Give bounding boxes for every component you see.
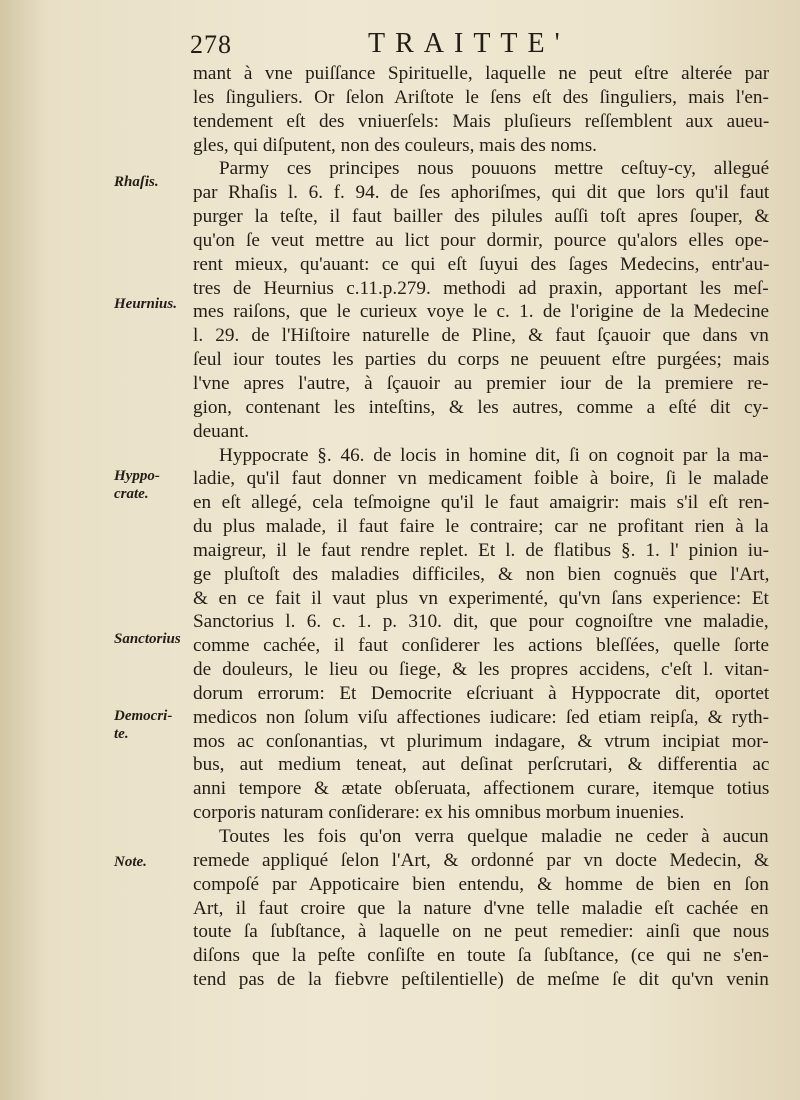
margin-note-heurnius: Heurnius. (114, 296, 177, 312)
text-line: anni tempore & ætate obſeruata, affectionem curare, itemque totius (193, 778, 769, 800)
margin-notes (0, 0, 190, 1100)
body-text (193, 62, 769, 992)
text-line: toute ſa ſubſtance, à laquelle on ne peut remedier: ainſi que nous (193, 921, 769, 943)
running-head: TRAITTE' (368, 28, 570, 59)
text-line: mes raiſons, que le curieux voye le c. 1. de l'origine de la Medecine (193, 301, 769, 323)
text-line: par Rhaſis l. 6. f. 94. de ſes aphoriſmes, qui dit que lors qu'il faut (193, 182, 769, 204)
text-line: les ſinguliers. Or ſelon Ariſtote le ſens eſt des ſinguliers, mais l'en- (193, 86, 769, 108)
text-line: bus, aut medium teneat, aut deſinat perſcrutari, & differentia ac (193, 754, 769, 776)
text-line: tend pas de la fiebvre peſtilentielle) de meſme ſe dit qu'vn venin (193, 969, 769, 991)
text-line: Art, il faut croire que la nature d'vne telle maladie eſt cachée en (193, 897, 769, 919)
text-line: Parmy ces principes nous pouuons mettre ceſtuy-cy, allegué (219, 158, 769, 180)
text-line: deuant. (193, 420, 249, 442)
text-line: compoſé par Appoticaire bien entendu, & homme de bien en ſon (193, 873, 769, 895)
text-line: maigreur, il le faut rendre replet. Et l. de flatibus §. 1. l' pinion iu- (193, 539, 769, 561)
text-line: ge pluſtoſt des maladies difficiles, & non bien cognuës que l'Art, (193, 563, 769, 585)
page-number: 278 (190, 30, 232, 59)
text-line: & en ce fait il vaut plus vn experimenté, qu'vn ſans experience: Et (193, 587, 769, 609)
margin-note-hyppocrate: Hyppo- crate. (114, 468, 160, 502)
text-line: gion, contenant les inteſtins, & les autres, comme a eſté dit cy- (193, 396, 769, 418)
text-line: ſeul iour toutes les parties du corps ne peuuent eſtre purgées; mais (193, 349, 769, 371)
margin-note-sanctorius: Sanctorius (114, 631, 181, 647)
text-line: de douleurs, le lieu ou ſiege, & les propres accidens, c'eſt l. vitan- (193, 659, 769, 681)
text-line: comme cachée, il faut conſiderer les actions bleſſées, quelle ſorte (193, 635, 769, 657)
text-line: diſons que la peſte conſiſte en toute ſa ſubſtance, (ce qui ne s'en- (193, 945, 769, 967)
text-line: gles, qui diſputent, non des couleurs, mais des noms. (193, 134, 597, 156)
text-line: rent mieux, qu'auant: ce qui eſt ſuyui des ſages Medecins, entr'au- (193, 253, 769, 275)
text-line: Hyppocrate §. 46. de locis in homine dit, ſi on cognoit par la ma- (219, 444, 769, 466)
text-line: Toutes les fois qu'on verra quelque maladie ne ceder à aucun (219, 826, 769, 847)
text-line: mant à vne puiſſance Spirituelle, laquelle ne peut eſtre alterée par (193, 63, 769, 84)
text-line: du plus malade, il faut faire le contraire; car ne profitant rien à la (193, 516, 769, 538)
text-line: dorum errorum: Et Democrite eſcriuant à Hyppocrate dit, oportet (193, 682, 769, 704)
text-line: purger la teſte, il faut bailler des pilules auſſi toſt apres ſouper, & (193, 206, 769, 228)
margin-note-note: Note. (114, 854, 147, 870)
text-line: l'vne apres l'autre, à ſçauoir au premier iour de la premiere re- (193, 372, 769, 394)
text-line: ladie, qu'il faut donner vn medicament foible à boire, ſi le malade (193, 468, 769, 490)
margin-note-rhasis: Rhaſis. (114, 174, 159, 190)
text-line: remede appliqué ſelon l'Art, & ordonné par vn docte Medecin, & (193, 849, 769, 871)
text-line: l. 29. de l'Hiſtoire naturelle de Pline, & faut ſçauoir que dans vn (193, 325, 769, 347)
text-line: tres de Heurnius c.11.p.279. methodi ad praxin, apportant les meſ- (193, 277, 769, 299)
text-line: Sanctorius l. 6. c. 1. p. 310. dit, que pour cognoiſtre vne maladie, (193, 611, 769, 633)
text-line: qu'on ſe veut mettre au lict pour dormir, pource qu'alors elles ope- (193, 229, 769, 251)
text-line: medicos non ſolum viſu affectiones iudicare: ſed etiam reipſa, & ryth- (193, 706, 769, 728)
margin-note-democrite: Democri- te. (114, 708, 173, 742)
text-line: en eſt allegé, cela teſmoigne qu'il le faut amaigrir: mais s'il eſt ren- (193, 492, 769, 514)
text-line: mos ac conſonantias, vt plurimum indagare, & vtrum incipiat mor- (193, 730, 769, 752)
text-line: corporis naturam conſiderare: ex his omnibus morbum inuenies. (193, 802, 685, 824)
text-line: tendement eſt des vniuerſels: Mais pluſieurs reſſemblent aux aueu- (193, 110, 769, 132)
